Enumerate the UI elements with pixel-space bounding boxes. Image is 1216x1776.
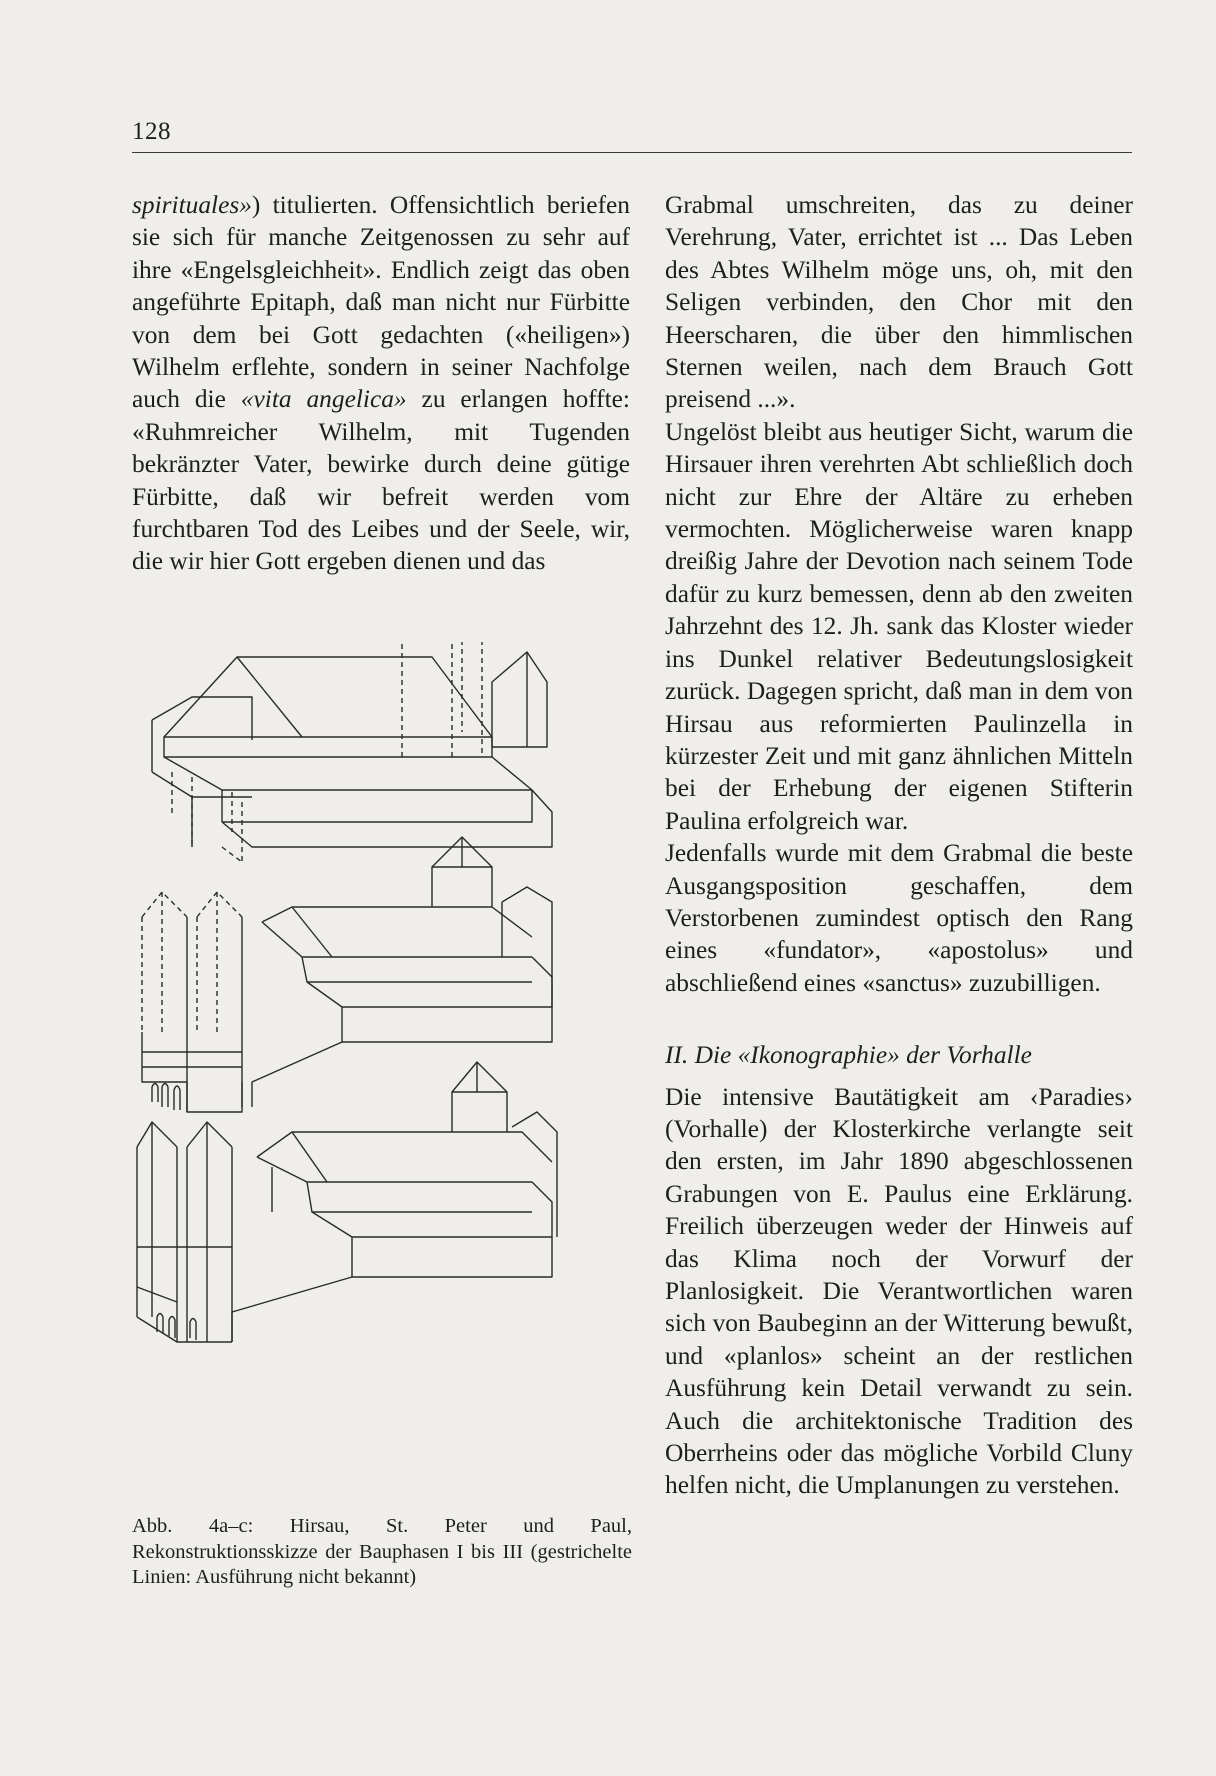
right-paragraph-3: Jedenfalls wurde mit dem Grabmal die beste Ausgangsposition geschaffen, dem Verstorbenen zumindest optisch den Rang eines «fundator», «apostolus» und abschließend eines «sanctus» zuzubilligen. [665,839,1133,997]
sketch-phase-3 [137,1062,557,1342]
sketch-phase-1 [152,642,552,862]
figure-reconstruction-sketch [132,642,632,1512]
left-column [132,189,630,578]
header-rule [132,152,1132,153]
left-text-d: zu erlangen hoffte: «Ruhmreicher Wilhelm, mit Tugenden bekränzter Vater, bewirke durch deine gütige Fürbitte, daß wir befreit werden vom furchtbaren Tod des Leibes und der Seele, wir, die wir hier Gott ergeben dienen und das [132,385,630,576]
section-heading: II. Die «Ikonographie» der Vorhalle [665,1041,1032,1070]
left-text-a: spirituales» [132,191,252,219]
left-text-c: «vita angelica» [240,385,407,414]
left-text-b: ) titulierten. Offensichtlich beriefen sie sich für manche Zeitgenossen zu sehr auf ihre «Engelsgleichheit». Endlich zeigt das oben angeführte Epitaph, daß man nicht nur Fürbitte von dem bei Gott gedachten («heiligen») Wilhelm erflehte, sondern in seiner Nachfolge auch die [132,191,630,414]
left-paragraph [132,189,630,578]
right-paragraph-2: Ungelöst bleibt aus heutiger Sicht, warum die Hirsauer ihren verehrten Abt schließlich doch nicht zur Ehre der Altäre zu erheben vermochten. Möglicherweise waren knapp dreißig Jahre der Devotion nach seinem Tode dafür zu kurz bemessen, denn ab den zweiten Jahrzehnt des 12. Jh. sank das Kloster wieder ins Dunkel relativer Bedeutungslosigkeit zurück. Dagegen spricht, daß man in dem von Hirsau aus reformierten Paulinzella in kürzester Zeit und mit ganz ähnlichen Mitteln bei der Erhebung der eigenen Stifterin Paulina erfolgreich war. [665,417,1133,835]
right-column [665,189,1133,1502]
sketch-phase-2 [142,837,552,1112]
right-paragraph-1: Grabmal umschreiten, das zu deiner Verehrung, Vater, errichtet ist ... Das Leben des Abtes Wilhelm möge uns, oh, mit den Seligen verbinden, den Chor mit den Heerscharen, die über den himmlischen Sternen weilen, nach dem Brauch Gott preisend ...». [665,191,1133,414]
figure-caption: Abb. 4a–c: Hirsau, St. Peter und Paul, Rekonstruktionsskizze der Bauphasen I bis III (gestrichelte Linien: Ausführung nicht bekannt) [132,1515,632,1588]
page-number: 128 [132,118,171,145]
right-paragraph-4: Die intensive Bautätigkeit am ‹Paradies› (Vorhalle) der Klosterkirche verlangte seit den ersten, im Jahr 1890 abgeschlossenen Grabungen von E. Paulus eine Erklärung. Freilich überzeugen weder der Hinweis auf das Klima noch der Vorwurf der Planlosigkeit. Die Verantwortlichen waren sich von Baubeginn an der Witterung bewußt, und «planlos» scheint an der restlichen Ausführung kein Detail verwandt zu sein. Auch die architektonische Tradition des Oberrheins oder das mögliche Vorbild Cluny helfen nicht, die Umplanungen zu verstehen. [665,1082,1133,1500]
